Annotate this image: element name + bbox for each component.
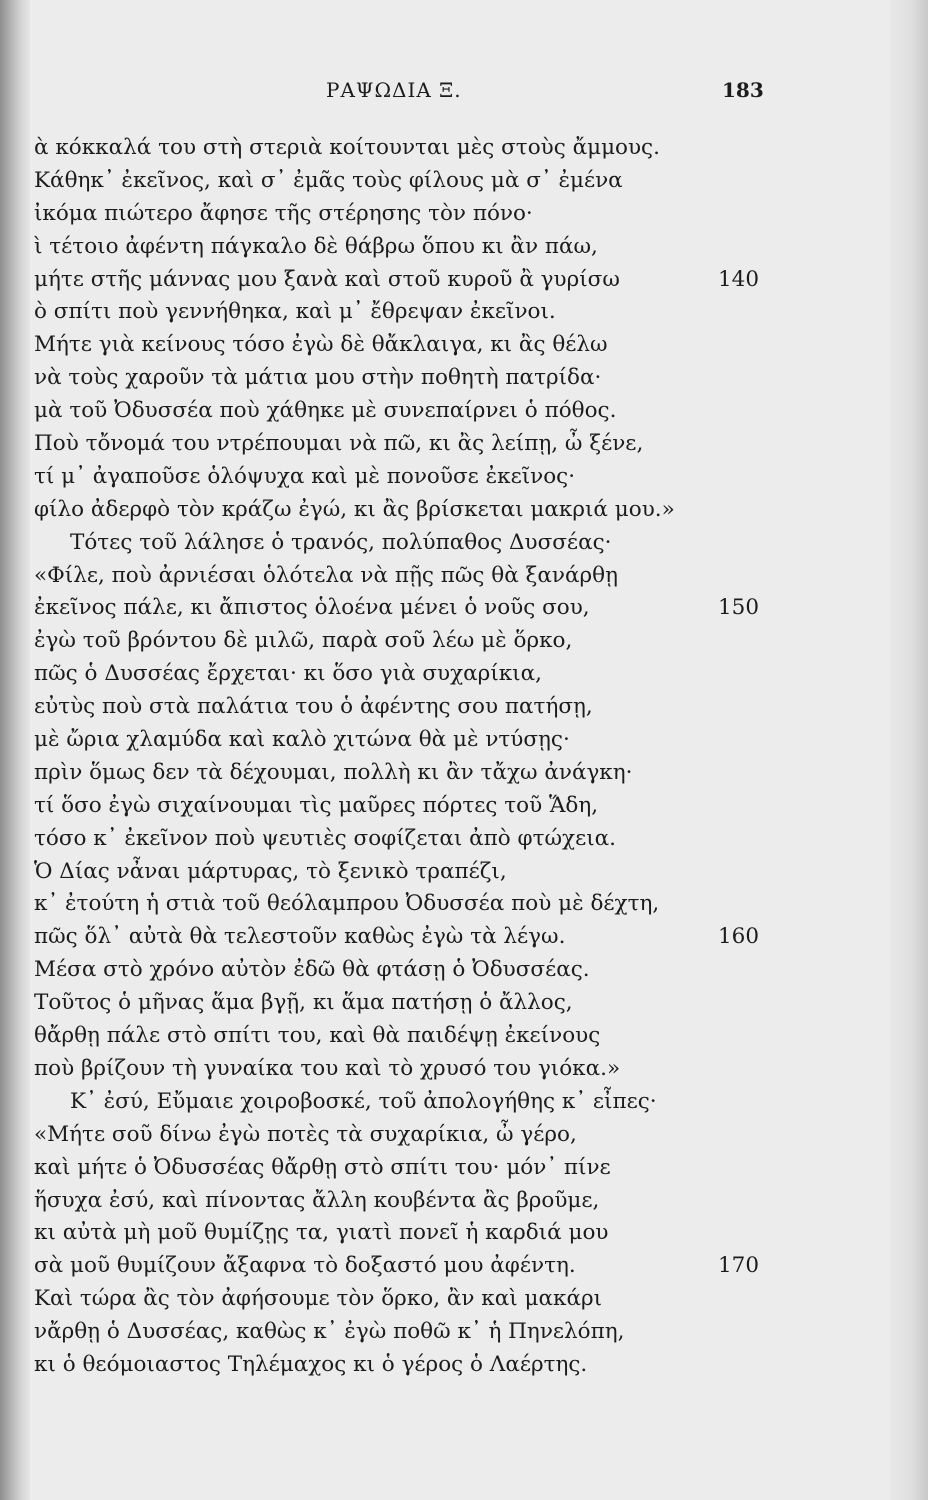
verse-text: κ᾽ ἐτούτη ἡ στιὰ τοῦ θεόλαμπρου Ὀδυσσέα ποὺ μὲ δέχτη, xyxy=(34,891,660,917)
verse-line xyxy=(30,1185,890,1218)
verse-line xyxy=(30,1086,890,1119)
verse-text: Ὁ Δίας νἆναι μάρτυρας, τὸ ξενικὸ τραπέζι, xyxy=(34,858,507,884)
verse-line xyxy=(30,264,890,297)
verse-text: μὲ ὤρια χλαμύδα καὶ καλὸ χιτώνα θὰ μὲ ντύσῃς· xyxy=(34,727,570,753)
verse-line xyxy=(30,790,890,823)
verse-text: εὐτὺς ποὺ στὰ παλάτια του ὁ ἀφέντης σου πατήσῃ, xyxy=(34,694,593,720)
verse-line xyxy=(30,921,890,954)
verse-text: τόσο κ᾽ ἐκεῖνον ποὺ ψευτιὲς σοφίζεται ἀπὸ φτώχεια. xyxy=(34,825,616,851)
verse-line xyxy=(30,560,890,593)
verse-line xyxy=(30,592,890,625)
verse-text: μήτε στῆς μάννας μου ξανὰ καὶ στοῦ κυροῦ ἂ γυρίσω xyxy=(34,266,620,292)
verse-line xyxy=(30,625,890,658)
verse-line xyxy=(30,1020,890,1053)
verse-text: κι αὐτὰ μὴ μοῦ θυμίζῃς τα, γιατὶ πονεῖ ἡ καρδιά μου xyxy=(34,1220,609,1246)
verse-text: Τοῦτος ὁ μῆνας ἅμα βγῇ, κι ἅμα πατήσῃ ὁ ἄλλος, xyxy=(34,990,573,1016)
verse-line xyxy=(30,1119,890,1152)
verse-text: «Φίλε, ποὺ ἀρνιέσαι ὁλότελα νὰ πῇς πῶς θὰ ξανάρθῃ xyxy=(34,562,618,588)
verse-text: καὶ μήτε ὁ Ὀδυσσέας θἄρθῃ στὸ σπίτι του· μόν᾽ πίνε xyxy=(34,1154,611,1180)
verse-text: θἄρθῃ πάλε στὸ σπίτι του, καὶ θὰ παιδέψῃ ἐκείνους xyxy=(34,1023,601,1049)
verse-text: ποὺ βρίζουν τὴ γυναίκα του καὶ τὸ χρυσό του γιόκα.» xyxy=(34,1055,621,1081)
verse-line xyxy=(30,362,890,395)
line-number: 150 xyxy=(718,595,760,621)
verse-line xyxy=(30,1250,890,1283)
verse-text: ἥσυχα ἐσύ, καὶ πίνοντας ἄλλη κουβέντα ἂς βροῦμε, xyxy=(34,1187,600,1213)
verse-line xyxy=(30,132,890,165)
page-edge xyxy=(888,0,928,1500)
verse-line xyxy=(30,494,890,527)
verse-line xyxy=(30,823,890,856)
book-page xyxy=(30,0,890,1500)
verse-text: ὸ σπίτι ποὺ γεννήθηκα, καὶ μ᾽ ἔθρεψαν ἐκεῖνοι. xyxy=(34,299,556,325)
verse-line xyxy=(30,1316,890,1349)
verse-line xyxy=(30,1349,890,1382)
verse-line xyxy=(30,691,890,724)
verse-text: ἐκεῖνος πάλε, κι ἄπιστος ὁλοένα μένει ὁ νοῦς σου, xyxy=(34,595,590,621)
verse-line xyxy=(30,856,890,889)
verse-text: ὶ τέτοιο ἀφέντη πάγκαλο δὲ θάβρω ὅπου κι ἂν πάω, xyxy=(34,233,598,259)
line-number: 170 xyxy=(718,1253,760,1279)
verse-text: Κ᾽ ἐσύ, Εὔμαιε χοιροβοσκέ, τοῦ ἀπολογήθης κ᾽ εἶπες· xyxy=(70,1088,657,1114)
verse-text: κι ὁ θεόμοιαστος Τηλέμαχος κι ὁ γέρος ὁ Λαέρτης. xyxy=(34,1351,588,1377)
verse-line xyxy=(30,1053,890,1086)
line-number: 140 xyxy=(718,266,760,292)
verse-text: Μήτε γιὰ κείνους τόσο ἐγὼ δὲ θἄκλαιγα, κι ἂς θέλω xyxy=(34,332,608,358)
verse-line xyxy=(30,527,890,560)
line-number: 160 xyxy=(718,924,760,950)
verse-text: Μέσα στὸ χρόνο αὐτὸν ἐδῶ θὰ φτάσῃ ὁ Ὀδυσσέας. xyxy=(34,957,590,983)
verse-line xyxy=(30,658,890,691)
verse-text: νἄρθῃ ὁ Δυσσέας, καθὼς κ᾽ ἐγὼ ποθῶ κ᾽ ἡ Πηνελόπη, xyxy=(34,1319,625,1345)
page-number: 183 xyxy=(722,78,764,102)
verse-text: τί ὅσο ἐγὼ σιχαίνουμαι τὶς μαῦρες πόρτες τοῦ Ἅδη, xyxy=(34,792,599,818)
verse-line xyxy=(30,1217,890,1250)
running-head-title: ΡΑΨΩΔΙΑ Ξ. xyxy=(326,78,462,102)
verse-line xyxy=(30,954,890,987)
verse-line xyxy=(30,1152,890,1185)
poem-text xyxy=(30,132,890,1382)
verse-text: «Μήτε σοῦ δίνω ἐγὼ ποτὲς τὰ συχαρίκια, ὦ γέρο, xyxy=(34,1121,577,1147)
verse-text: ὰ κόκκαλά του στὴ στεριὰ κοίτουνται μὲς στοὺς ἄμμους. xyxy=(34,135,660,160)
verse-text: νὰ τοὺς χαροῦν τὰ μάτια μου στὴν ποθητὴ πατρίδα· xyxy=(34,365,602,391)
verse-line xyxy=(30,757,890,790)
verse-text: τί μ᾽ ἀγαποῦσε ὁλόψυχα καὶ μὲ πονοῦσε ἐκεῖνος· xyxy=(34,463,576,489)
verse-text: ἐγὼ τοῦ βρόντου δὲ μιλῶ, παρὰ σοῦ λέω μὲ ὅρκο, xyxy=(34,628,573,654)
verse-line xyxy=(30,428,890,461)
verse-line xyxy=(30,231,890,264)
verse-line xyxy=(30,1283,890,1316)
verse-text: σὰ μοῦ θυμίζουν ἄξαφνα τὸ δοξαστό μου ἀφέντη. xyxy=(34,1253,576,1279)
verse-text: πῶς ὅλ᾽ αὐτὰ θὰ τελεστοῦν καθὼς ἐγὼ τὰ λέγω. xyxy=(34,924,566,950)
verse-line xyxy=(30,724,890,757)
verse-line xyxy=(30,888,890,921)
verse-text: πρὶν ὅμως δεν τὰ δέχουμαι, πολλὴ κι ἂν τἄχω ἀνάγκη· xyxy=(34,759,633,785)
verse-line xyxy=(30,461,890,494)
running-head xyxy=(30,78,890,110)
verse-text: Ποὺ τὄνομά του ντρέπουμαι νὰ πῶ, κι ἂς λείπῃ, ὦ ξένε, xyxy=(34,431,644,457)
verse-text: Τότες τοῦ λάλησε ὁ τρανός, πολύπαθος Δυσσέας· xyxy=(70,529,612,555)
verse-text: φίλο ἀδερφὸ τὸν κράζω ἐγώ, κι ἂς βρίσκεται μακριά μου.» xyxy=(34,496,675,522)
binding-shadow xyxy=(0,0,30,1500)
verse-line xyxy=(30,329,890,362)
verse-text: ἰκόμα πιώτερο ἄφησε τῆς στέρησης τὸν πόνο· xyxy=(34,200,533,226)
verse-line xyxy=(30,296,890,329)
verse-text: πῶς ὁ Δυσσέας ἔρχεται· κι ὅσο γιὰ συχαρίκια, xyxy=(34,661,542,687)
verse-text: Κάθηκ᾽ ἐκεῖνος, καὶ σ᾽ ἐμᾶς τοὺς φίλους μὰ σ᾽ ἐμένα xyxy=(34,167,623,193)
verse-text: μὰ τοῦ Ὀδυσσέα ποὺ χάθηκε μὲ συνεπαίρνει ὁ πόθος. xyxy=(34,398,617,424)
verse-text: Καὶ τώρα ἂς τὸν ἀφήσουμε τὸν ὅρκο, ἂν καὶ μακάρι xyxy=(34,1286,603,1312)
verse-line xyxy=(30,987,890,1020)
verse-line xyxy=(30,165,890,198)
verse-line xyxy=(30,198,890,231)
verse-line xyxy=(30,395,890,428)
